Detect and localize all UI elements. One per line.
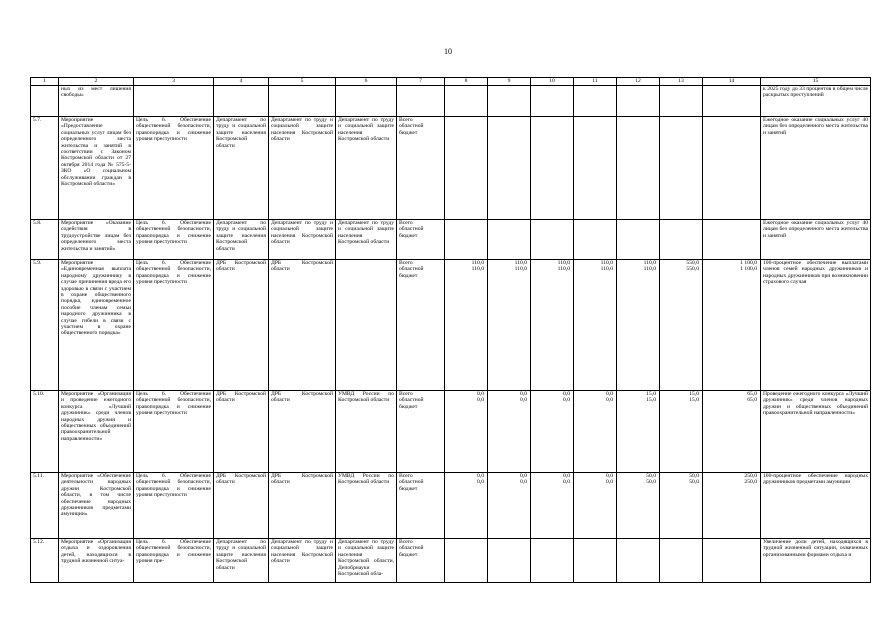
cell-coordinator: Департамент по труду и социальной защите населения Костромской области [214, 539, 269, 583]
program-table [30, 77, 871, 583]
cell-value [660, 86, 703, 117]
value-total: 1 100,0 [740, 260, 757, 266]
cell-participant [336, 86, 397, 117]
cell-value [531, 260, 574, 391]
cell-num: 5.8. [31, 220, 59, 260]
cell-participant: УМВД России по Костромской области [336, 473, 397, 539]
cell-value [703, 539, 761, 583]
cell-source [397, 391, 445, 473]
cell-coordinator: Департамент по труду и социальной защите населения Костромской области [214, 220, 269, 260]
value-total: 550,0 [686, 260, 699, 266]
cell-source [397, 86, 445, 117]
source-budget-label: областной бюджет [399, 397, 424, 410]
cell-value [445, 220, 488, 260]
cell-value [617, 391, 660, 473]
cell-source [397, 473, 445, 539]
table-row [31, 260, 871, 391]
cell-value [488, 473, 531, 539]
source-total-label: Всего [399, 473, 413, 479]
value-total: 110,0 [600, 260, 613, 266]
cell-event-name: Мероприятие «Организация отдыха и оздоровления детей, находящихся в трудной жизненной ситуа- [59, 539, 134, 583]
header-col-5: 5 [269, 78, 336, 86]
cell-source [397, 220, 445, 260]
value-budget: 0,0 [520, 479, 527, 486]
value-total: 250,0 [744, 473, 757, 479]
source-total-label: Всего [399, 117, 413, 123]
cell-goal: Цель 6. Обеспечение общественной безопасности, правопорядка и снижение уровня преступности [134, 473, 214, 539]
cell-value [660, 539, 703, 583]
value-total: 50,0 [646, 473, 656, 479]
header-col-1: 1 [31, 78, 59, 86]
value-budget: 0,0 [606, 397, 613, 404]
source-total-label: Всего [399, 220, 413, 226]
value-total: 0,0 [563, 391, 570, 397]
cell-value [617, 86, 660, 117]
cell-participant: УМВД России по Костромской области [336, 391, 397, 473]
cell-executor [269, 86, 336, 117]
cell-result: 100-процентное обеспечение выплатами членов семей народных дружинников и народных дружинников при возникновении страхового случая [761, 260, 871, 391]
value-total: 0,0 [477, 391, 484, 397]
cell-value [617, 220, 660, 260]
cell-executor: ДРБ Костромской области [269, 391, 336, 473]
value-total: 65,0 [747, 391, 757, 397]
value-budget: 15,0 [689, 397, 699, 404]
cell-value [531, 391, 574, 473]
source-total-label: Всего [399, 391, 413, 397]
cell-value [445, 86, 488, 117]
table-row [31, 539, 871, 583]
header-col-15: 15 [761, 78, 871, 86]
cell-num: 5.11. [31, 473, 59, 539]
value-budget: 550,0 [686, 266, 699, 273]
cell-coordinator: ДРБ Костромской области [214, 391, 269, 473]
value-budget: 1 100,0 [740, 266, 757, 273]
table-row [31, 117, 871, 220]
cell-event-name: ных из мест лишения свободы» [59, 86, 134, 117]
table-row [31, 220, 871, 260]
cell-participant [336, 260, 397, 391]
cell-value [703, 117, 761, 220]
cell-value [488, 220, 531, 260]
table-row [31, 473, 871, 539]
cell-goal: Цель 6. Обеспечение общественной безопасности, правопорядка и снижение уровня преступности [134, 260, 214, 391]
cell-value [574, 117, 617, 220]
table-row [31, 391, 871, 473]
value-total: 50,0 [689, 473, 699, 479]
page-number: 10 [444, 47, 452, 56]
cell-source [397, 117, 445, 220]
value-budget: 15,0 [646, 397, 656, 404]
value-budget: 0,0 [520, 397, 527, 404]
value-budget: 110,0 [557, 266, 570, 273]
cell-value [703, 391, 761, 473]
cell-value [445, 391, 488, 473]
cell-num: 5.9. [31, 260, 59, 391]
cell-value [703, 473, 761, 539]
cell-num: 5.7. [31, 117, 59, 220]
value-budget: 50,0 [689, 479, 699, 486]
cell-value [531, 220, 574, 260]
cell-value [660, 220, 703, 260]
value-budget: 0,0 [606, 479, 613, 486]
cell-result: Проведение ежегодного конкурса «Лучший дружинник» среди членов народных дружин и общественных объединений правоохранительной направленности» [761, 391, 871, 473]
cell-event-name: Мероприятие «Обеспечение деятельности народных дружин Костромской области, в том числе обеспечение народных дружинников предметами амуниции» [59, 473, 134, 539]
value-budget: 110,0 [514, 266, 527, 273]
header-col-9: 9 [488, 78, 531, 86]
value-total: 15,0 [689, 391, 699, 397]
header-row [31, 78, 871, 86]
cell-goal: Цель 6. Обеспечение общественной безопасности, правопорядка и снижение уровня преступности [134, 220, 214, 260]
cell-executor: ДРБ Костромской области [269, 260, 336, 391]
cell-result: 100-процентное обеспечение народных дружинников предметами амуниции [761, 473, 871, 539]
source-budget-label: областной бюджет [399, 266, 424, 279]
cell-executor: ДРБ Костромской области [269, 473, 336, 539]
value-total: 110,0 [514, 260, 527, 266]
cell-coordinator: ДРБ Костромской области [214, 260, 269, 391]
continuation-row [31, 86, 871, 117]
value-total: 0,0 [477, 473, 484, 479]
cell-value [488, 86, 531, 117]
cell-goal: Цель 6. Обеспечение общественной безопасности, правопорядка и снижение уровня пре- [134, 539, 214, 583]
cell-goal: Цель 6. Обеспечение общественной безопасности, правопорядка и снижение уровня преступности [134, 117, 214, 220]
value-total: 110,0 [643, 260, 656, 266]
cell-value [445, 473, 488, 539]
value-budget: 65,0 [747, 397, 757, 404]
value-total: 0,0 [606, 391, 613, 397]
cell-value [445, 117, 488, 220]
cell-source [397, 539, 445, 583]
header-col-13: 13 [660, 78, 703, 86]
header-col-2: 2 [59, 78, 134, 86]
cell-value [574, 260, 617, 391]
cell-result: к 2025 году до 33 процентов в общем числе раскрытых преступлений [761, 86, 871, 117]
header-col-11: 11 [574, 78, 617, 86]
cell-value [574, 391, 617, 473]
value-budget: 0,0 [477, 479, 484, 486]
value-budget: 0,0 [477, 397, 484, 404]
cell-event-name: Мероприятие «Единовременная выплата народному дружиннику в случае причинения вреда его здоровью в связи с участием в охране общественного порядка, единовременное пособие членам семьи народного дружинника в случае гибели в связи с участием в охране общественного порядка» [59, 260, 134, 391]
header-col-12: 12 [617, 78, 660, 86]
cell-executor: Департамент по труду и социальной защите населения Костромской области [269, 539, 336, 583]
cell-coordinator [214, 86, 269, 117]
header-col-10: 10 [531, 78, 574, 86]
cell-value [488, 260, 531, 391]
cell-coordinator: ДРБ Костромской области [214, 473, 269, 539]
cell-executor: Департамент по труду и социальной защите населения Костромской области [269, 220, 336, 260]
value-total: 110,0 [557, 260, 570, 266]
cell-value [703, 260, 761, 391]
source-total-label: Всего [399, 260, 413, 266]
source-budget-label: областной бюджет [399, 226, 424, 239]
cell-event-name: Мероприятие «Оказание содействия в трудоустройстве лицам без определенного места жительства и занятий» [59, 220, 134, 260]
cell-value [574, 539, 617, 583]
cell-coordinator: Департамент по труду и социальной защите населения Костромской области [214, 117, 269, 220]
cell-value [617, 117, 660, 220]
cell-value [531, 473, 574, 539]
value-total: 0,0 [520, 391, 527, 397]
cell-value [660, 473, 703, 539]
cell-executor: Департамент по труду и социальной защите населения Костромской области [269, 117, 336, 220]
cell-result: Ежегодное оказание социальных услуг 40 лицам без определенного места жительства и занятий [761, 220, 871, 260]
value-budget: 110,0 [643, 266, 656, 273]
cell-num: 5.10. [31, 391, 59, 473]
cell-value [660, 117, 703, 220]
value-total: 0,0 [606, 473, 613, 479]
cell-participant: Департамент по труду и социальной защите населения Костромской области, Депобрнауки Костромской обла- [336, 539, 397, 583]
cell-value [531, 86, 574, 117]
cell-value [574, 473, 617, 539]
cell-value [488, 117, 531, 220]
cell-value [574, 220, 617, 260]
value-budget: 50,0 [646, 479, 656, 486]
cell-value [445, 260, 488, 391]
header-col-4: 4 [214, 78, 269, 86]
source-budget-label: областной бюджет [399, 123, 424, 136]
cell-value [488, 539, 531, 583]
header-col-14: 14 [703, 78, 761, 86]
source-budget-label: областной бюджет [399, 479, 424, 492]
source-total-label: Всего [399, 539, 413, 545]
cell-goal: Цель 6. Обеспечение общественной безопасности, правопорядка и снижение уровня преступности [134, 391, 214, 473]
cell-goal [134, 86, 214, 117]
cell-num [31, 86, 59, 117]
header-col-8: 8 [445, 78, 488, 86]
value-budget: 0,0 [563, 397, 570, 404]
cell-source [397, 260, 445, 391]
header-col-6: 6 [336, 78, 397, 86]
value-total: 15,0 [646, 391, 656, 397]
value-total: 110,0 [471, 260, 484, 266]
cell-value [703, 86, 761, 117]
cell-participant: Департамент по труду и социальной защите населения Костромской области [336, 220, 397, 260]
value-budget: 110,0 [600, 266, 613, 273]
value-total: 0,0 [563, 473, 570, 479]
header-col-7: 7 [397, 78, 445, 86]
cell-value [531, 117, 574, 220]
cell-event-name: Мероприятие «Организация и проведение ежегодного конкурса «Лучший дружинник» среди членов народных дружин и общественных объединений правоохранительной направленности» [59, 391, 134, 473]
cell-value [617, 473, 660, 539]
source-budget-label: областной бюджет [399, 545, 424, 558]
cell-result: Увеличение доли детей, находящихся в трудной жизненной ситуации, охваченных организованными формами отдыха и [761, 539, 871, 583]
cell-value [617, 539, 660, 583]
cell-value [445, 539, 488, 583]
cell-value [574, 86, 617, 117]
cell-result: Ежегодное оказание социальных услуг 40 лицам без определенного места жительства и занятий [761, 117, 871, 220]
cell-value [488, 391, 531, 473]
value-budget: 0,0 [563, 479, 570, 486]
cell-event-name: Мероприятие «Предоставление социальных услуг лицам без определенного места жительства и занятий в соответствии с Законом Костромской области от 27 октября 2014 года № 575-5-ЗКО «О социальном обслуживании граждан в Костромской области» [59, 117, 134, 220]
cell-value [703, 220, 761, 260]
cell-value [660, 260, 703, 391]
cell-value [660, 391, 703, 473]
value-budget: 110,0 [471, 266, 484, 273]
cell-value [617, 260, 660, 391]
cell-value [531, 539, 574, 583]
header-col-3: 3 [134, 78, 214, 86]
value-budget: 250,0 [744, 479, 757, 486]
cell-num: 5.12. [31, 539, 59, 583]
cell-participant: Департамент по труду и социальной защите населения Костромской области [336, 117, 397, 220]
value-total: 0,0 [520, 473, 527, 479]
